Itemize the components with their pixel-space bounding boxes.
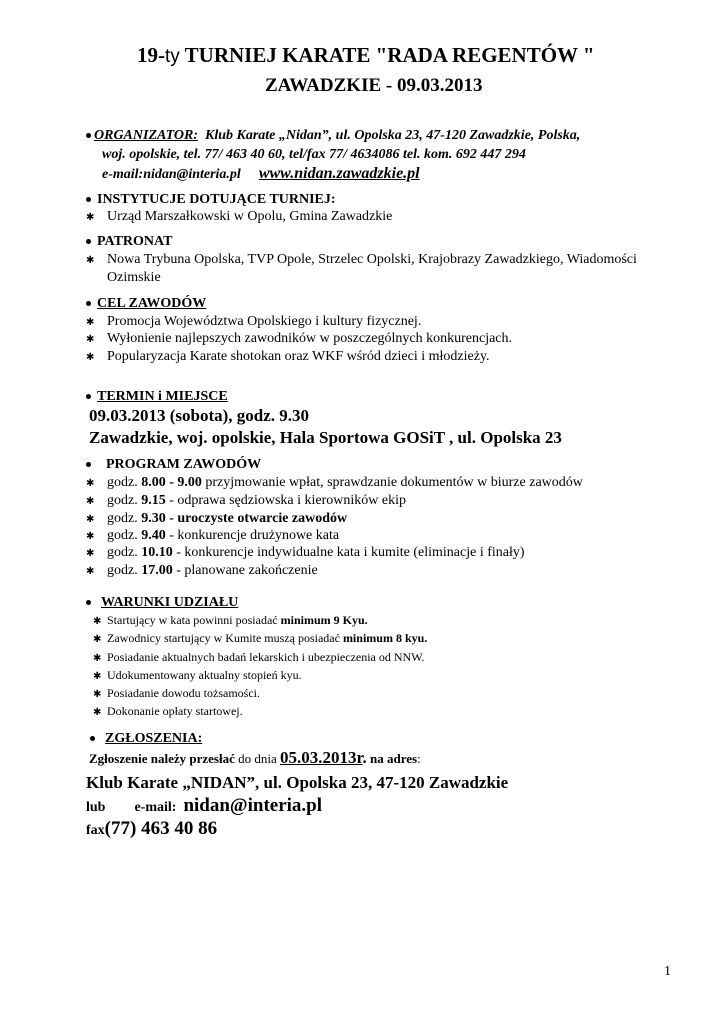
asterisk-icon: ✱ — [86, 352, 95, 363]
asterisk-icon: ✱ — [93, 653, 102, 664]
page-number: 1 — [664, 964, 671, 979]
applications-deadline: Zgłoszenie należy przesłać do dnia 05.03.2013r. na adres: — [89, 748, 421, 767]
term-heading: TERMIN i MIEJSCE — [86, 389, 228, 405]
bullet-icon — [86, 394, 91, 399]
asterisk-icon: ✱ — [86, 478, 95, 489]
bullet-icon — [86, 133, 91, 138]
asterisk-icon: ✱ — [93, 707, 102, 718]
program-heading: PROGRAM ZAWODÓW — [86, 457, 261, 473]
asterisk-icon: ✱ — [86, 531, 95, 542]
program-item: ✱ godz. 9.30 - uroczyste otwarcie zawodów — [86, 511, 348, 526]
term-place: Zawadzkie, woj. opolskie, Hala Sportowa GOSiT , ul. Opolska 23 — [89, 428, 562, 447]
term-date: 09.03.2013 (sobota), godz. 9.30 — [89, 406, 310, 425]
conditions-item: ✱ Startujący w kata powinni posiadać minimum 9 Kyu. — [93, 613, 368, 627]
website-link[interactable]: www.nidan.zawadzkie.pl — [258, 165, 420, 182]
bullet-icon — [86, 301, 91, 306]
conditions-heading: WARUNKI UDZIAŁU — [86, 595, 238, 611]
institutions-heading: INSTYTUCJE DOTUJĄCE TURNIEJ: — [86, 192, 336, 208]
patronage-line-1: ✱ Nowa Trybuna Opolska, TVP Opole, Strzelec Opolski, Krajobrazy Zawadzkiego, Wiadomości — [86, 252, 637, 267]
program-item: ✱ godz. 8.00 - 9.00 przyjmowanie wpłat, sprawdzanie dokumentów w biurze zawodów — [86, 475, 583, 490]
applications-email-line: lub e-mail: nidan@interia.pl — [86, 795, 323, 816]
asterisk-icon: ✱ — [86, 548, 95, 559]
asterisk-icon: ✱ — [86, 334, 95, 345]
program-item: ✱ godz. 9.15 - odprawa sędziowska i kierowników ekip — [86, 493, 406, 508]
program-item: ✱ godz. 10.10 - konkurencje indywidualne kata i kumite (eliminacje i finały) — [86, 545, 525, 560]
organizer-line-3: e-mail:nidan@interia.pl www.nidan.zawadzkie.pl — [102, 165, 420, 182]
bullet-icon — [86, 600, 91, 605]
applications-address: Klub Karate „NIDAN”, ul. Opolska 23, 47-120 Zawadzkie — [86, 773, 509, 792]
organizer-line-1: ORGANIZATOR: Klub Karate „Nidan”, ul. Opolska 23, 47-120 Zawadzkie, Polska, — [86, 128, 580, 144]
deadline-date: 05.03.2013r — [280, 748, 363, 767]
applications-heading: ZGŁOSZENIA: — [90, 731, 202, 747]
goals-item: ✱ Popularyzacja Karate shotokan oraz WKF wśród dzieci i młodzieży. — [86, 349, 490, 364]
asterisk-icon: ✱ — [93, 634, 102, 645]
email-link[interactable]: nidan@interia.pl — [183, 795, 323, 816]
organizer-label: ORGANIZATOR: — [94, 128, 198, 143]
goals-heading: CEL ZAWODÓW — [86, 296, 206, 312]
goals-item: ✱ Promocja Województwa Opolskiego i kultury fizycznej. — [86, 314, 422, 329]
title-suffix: ty — [165, 46, 180, 67]
asterisk-icon: ✱ — [86, 514, 95, 525]
asterisk-icon: ✱ — [93, 689, 102, 700]
conditions-item: ✱ Dokonanie opłaty startowej. — [93, 704, 243, 718]
asterisk-icon: ✱ — [86, 255, 95, 266]
asterisk-icon: ✱ — [86, 317, 95, 328]
bullet-icon — [90, 736, 95, 741]
institutions-item: ✱ Urząd Marszałkowski w Opolu, Gmina Zawadzkie — [86, 209, 393, 224]
title-main: TURNIEJ KARATE "RADA REGENTÓW " — [184, 43, 595, 67]
asterisk-icon: ✱ — [93, 616, 102, 627]
asterisk-icon: ✱ — [86, 566, 95, 577]
conditions-item: ✱ Posiadanie aktualnych badań lekarskich i ubezpieczenia od NNW. — [93, 650, 425, 664]
applications-fax-line: fax(77) 463 40 86 — [86, 818, 218, 839]
asterisk-icon: ✱ — [86, 212, 95, 223]
conditions-item: ✱ Zawodnicy startujący w Kumite muszą posiadać minimum 8 kyu. — [93, 631, 428, 645]
page-title: 19-ty TURNIEJ KARATE "RADA REGENTÓW " — [137, 43, 595, 67]
page-subtitle: ZAWADZKIE - 09.03.2013 — [265, 75, 483, 96]
patronage-line-2: Ozimskie — [107, 270, 161, 285]
bullet-icon — [86, 462, 91, 467]
asterisk-icon: ✱ — [86, 496, 95, 507]
conditions-item: ✱ Posiadanie dowodu tożsamości. — [93, 686, 260, 700]
goals-item: ✱ Wyłonienie najlepszych zawodników w poszczególnych konkurencjach. — [86, 331, 513, 346]
program-item: ✱ godz. 17.00 - planowane zakończenie — [86, 563, 318, 578]
asterisk-icon: ✱ — [93, 671, 102, 682]
organizer-line-2: woj. opolskie, tel. 77/ 463 40 60, tel/fax 77/ 4634086 tel. kom. 692 447 294 — [102, 147, 526, 162]
conditions-item: ✱ Udokumentowany aktualny stopień kyu. — [93, 668, 302, 682]
bullet-icon — [86, 197, 91, 202]
bullet-icon — [86, 239, 91, 244]
program-item: ✱ godz. 9.40 - konkurencje drużynowe kata — [86, 528, 340, 543]
patronage-heading: PATRONAT — [86, 234, 172, 250]
